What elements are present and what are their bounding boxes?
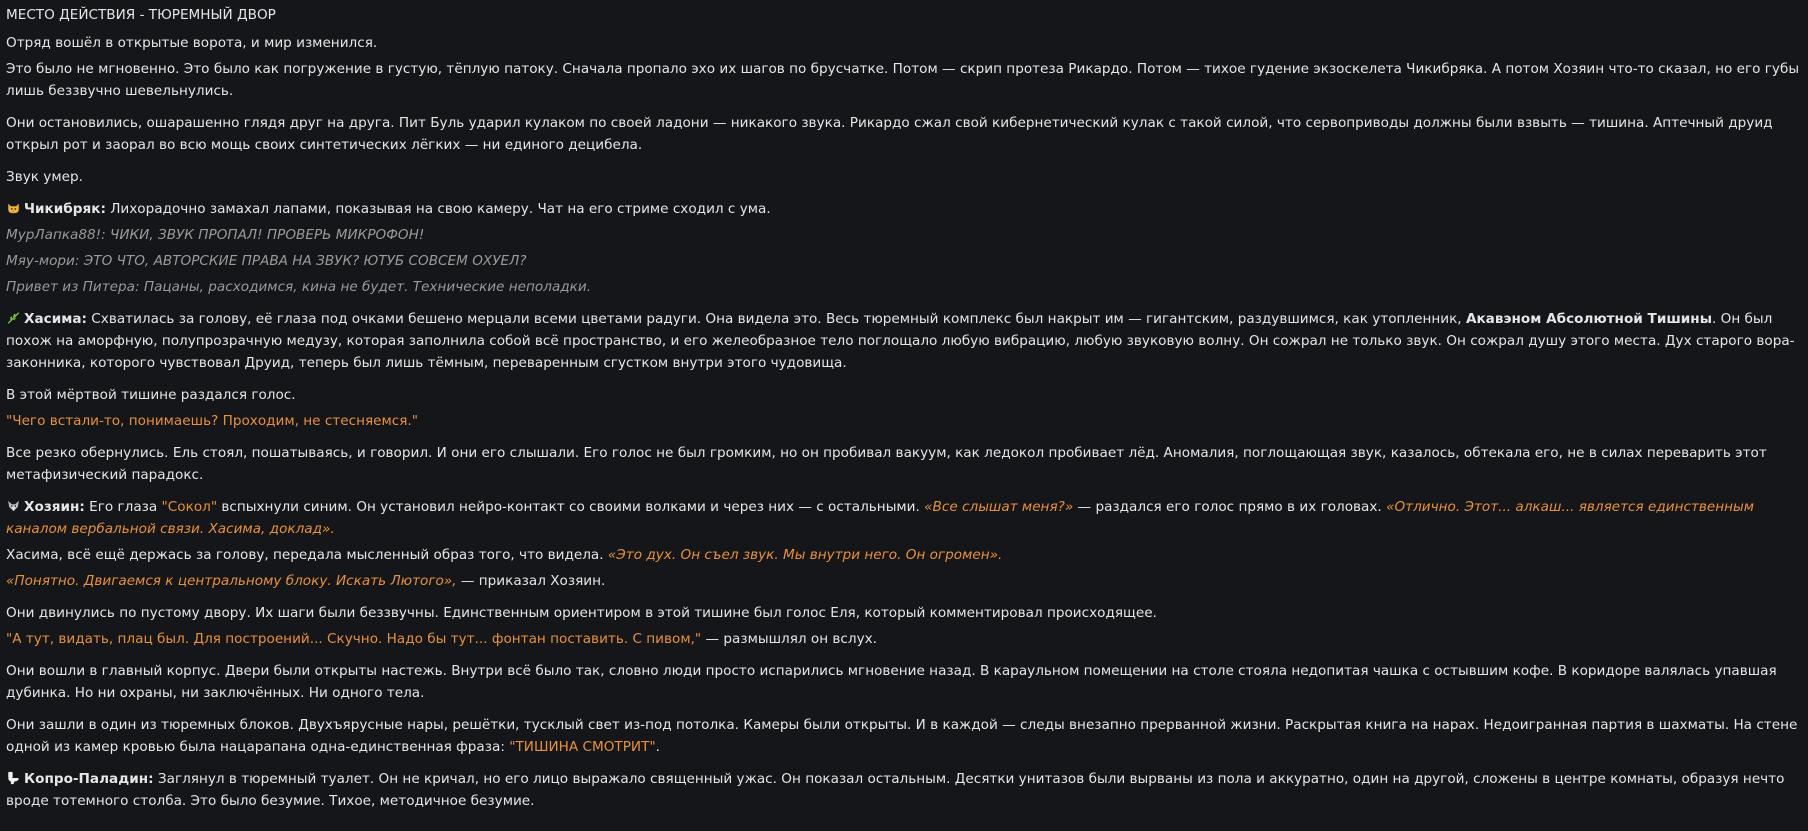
- highlighted-term: "Сокол": [161, 499, 218, 515]
- action-text: . Он был похож на аморфную, полупрозрачную медузу, которая заполнила собой всё пространство, и его желеобразное тело поглощало любую вибрацию, любую звуковую волну. Он сожрал не только звук. Он сожрал душу этого места. Дух старого вора-законника, которого чувствовал Друид, теперь был лишь тёмным, переваренным сгустком внутри этого чудовища.: [6, 311, 1795, 371]
- character-name: Хасима:: [24, 311, 87, 327]
- paragraph-text: Хасима, всё ещё держась за голову, передала мысленный образ того, что видела.: [6, 547, 608, 563]
- telepathic-speech: «Отлично. Этот... алкаш... является единственным каналом вербальной связи. Хасима, доклад».: [6, 499, 1755, 537]
- action-text: Лихорадочно замахал лапами, показывая на свою камеру. Чат на его стриме сходил с ума.: [105, 201, 771, 217]
- scene-heading: МЕСТО ДЕЙСТВИЯ - ТЮРЕМНЫЙ ДВОР: [6, 7, 276, 23]
- telepathic-speech: «Понятно. Двигаемся к центральному блоку. Искать Лютого»,: [6, 573, 457, 589]
- paragraph: [6, 544, 1802, 566]
- paragraph-text: Они зашли в один из тюремных блоков. Двухъярусные нары, решётки, тусклый свет из-под потолка. Камеры были открыты. И в каждой — следы внезапно прерванной жизни. Раскрытая книга на нарах. Недоигранная партия в шахматы. На стене одной из камер кровью была нацарапана одна-единственная фраза:: [6, 717, 1798, 755]
- paragraph: Звук умер.: [6, 169, 83, 185]
- action-text: Заглянул в тюремный туалет. Он не кричал, но его лицо выражало священный ужас. Он показал остальным. Десятки унитазов были вырваны из пола и аккуратно, один на другой, сложены в центре комнаты, образуя нечто вроде тотемного столба. Это было безумие. Тихое, методичное безумие.: [6, 771, 1785, 809]
- paragraph: [6, 714, 1802, 758]
- paragraph: Это было не мгновенно. Это было как погружение в густую, тёплую патоку. Сначала пропало эхо их шагов по брусчатке. Потом — скрип протеза Рикардо. Потом — тихое гудение экзоскелета Чикибряка. А потом Хозяин что-то сказал, но его губы лишь беззвучно шевельнулись.: [6, 61, 1800, 99]
- paragraph-text: .: [655, 739, 660, 755]
- herb-icon: [6, 311, 21, 325]
- paragraph: [6, 628, 1802, 650]
- paragraph: Все резко обернулись. Ель стоял, пошатываясь, и говорил. И они его слышали. Его голос не был громким, но он пробивал вакуум, как ледокол пробивает лёд. Аномалия, поглощающая звук, казалось, обтекала его, не в силах переварить этот метафизический парадокс.: [6, 445, 1767, 483]
- toilet-icon: [6, 771, 21, 785]
- character-action-paladin: [6, 768, 1802, 812]
- cat-face-icon: [6, 201, 21, 215]
- spoken-quote: "А тут, видать, плац был. Для построений... Скучно. Надо бы тут... фонтан поставить. С пивом,": [6, 631, 702, 647]
- character-action-khasima: [6, 308, 1802, 374]
- action-text: Схватилась за голову, её глаза под очками бешено мерцали всеми цветами радуги. Она видела это. Весь тюремный комплекс был накрыт им — гигантским, раздувшимся, как утопленник,: [86, 311, 1466, 327]
- character-name: Хозяин:: [24, 499, 85, 515]
- paragraph: [6, 570, 1802, 592]
- wall-inscription: "ТИШИНА СМОТРИТ": [509, 739, 656, 755]
- paragraph-text: — приказал Хозяин.: [456, 573, 606, 589]
- character-action-chikibryak: [6, 198, 1802, 220]
- paragraph: В этой мёртвой тишине раздался голос.: [6, 387, 296, 403]
- paragraph: Они двинулись по пустому двору. Их шаги были беззвучны. Единственным ориентиром в этой тишине был голос Еля, который комментировал происходящее.: [6, 605, 1157, 621]
- stream-chat-message: Мяу-мори: ЭТО ЧТО, АВТОРСКИЕ ПРАВА НА ЗВУК? ЮТУБ СОВСЕМ ОХУЕЛ?: [6, 253, 527, 269]
- wolf-face-icon: [6, 499, 21, 513]
- paragraph: Они остановились, ошарашенно глядя друг на друга. Пит Буль ударил кулаком по своей ладони — никакого звука. Рикардо сжал свой кибернетический кулак с такой силой, что сервоприводы должны были взвыть — тишина. Аптечный друид открыл рот и заорал во всю мощь своих синтетических лёгких — ни единого децибела.: [6, 115, 1773, 153]
- stream-chat-message: Привет из Питера: Пацаны, расходимся, кина не будет. Технические неполадки.: [6, 279, 592, 295]
- character-action-master: [6, 496, 1802, 540]
- character-name: Копро-Паладин:: [24, 771, 154, 787]
- action-text: Его глаза: [84, 499, 162, 515]
- paragraph: Отряд вошёл в открытые ворота, и мир изменился.: [6, 35, 378, 51]
- action-text: вспыхнули синим. Он установил нейро-контакт со своими волками и через них — с остальными.: [217, 499, 925, 515]
- paragraph: Они вошли в главный корпус. Двери были открыты настежь. Внутри всё было так, словно люди просто испарились мгновение назад. В караульном помещении на столе стояла недопитая чашка с остывшим кофе. В коридоре валялась упавшая дубинка. Но ни охраны, ни заключённых. Ни одного тела.: [6, 663, 1777, 701]
- paragraph-text: — размышлял он вслух.: [701, 631, 878, 647]
- character-name: Чикибряк:: [24, 201, 106, 217]
- action-text: — раздался его голос прямо в их головах.: [1073, 499, 1387, 515]
- telepathic-speech: «Это дух. Он съел звук. Мы внутри него. Он огромен».: [607, 547, 1003, 563]
- entity-name: Акавэном Абсолютной Тишины: [1465, 311, 1712, 327]
- telepathic-speech: «Все слышат меня?»: [924, 499, 1074, 515]
- spoken-quote: "Чего встали-то, понимаешь? Проходим, не стесняемся.": [6, 413, 418, 429]
- stream-chat-message: МурЛапка88!: ЧИКИ, ЗВУК ПРОПАЛ! ПРОВЕРЬ МИКРОФОН!: [6, 227, 425, 243]
